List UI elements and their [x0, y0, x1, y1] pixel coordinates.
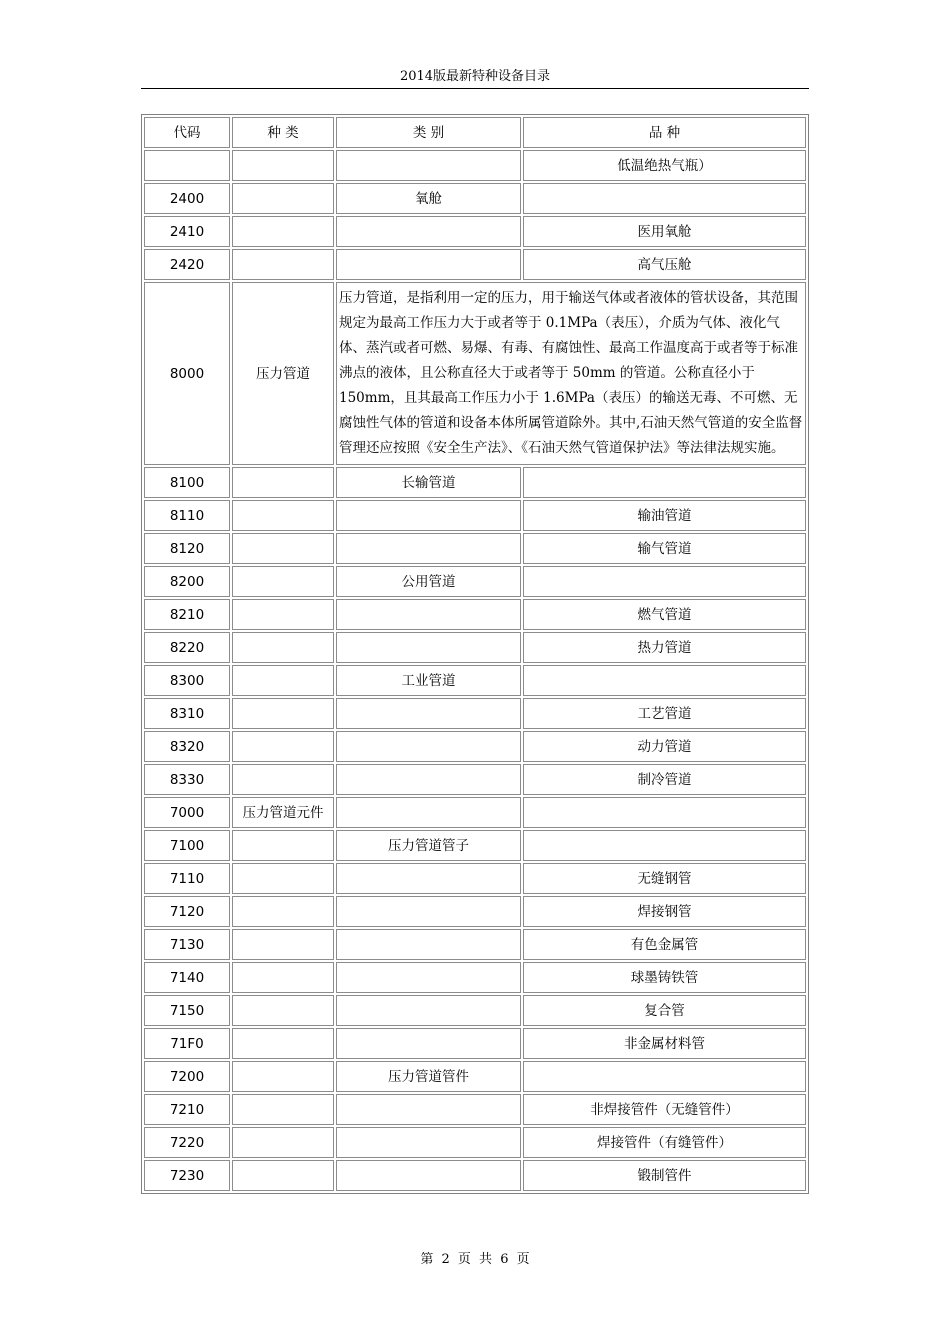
cell-variety: 热力管道	[523, 632, 806, 663]
table-row	[144, 183, 806, 214]
cell-kind	[232, 1160, 334, 1191]
table-row	[144, 599, 806, 630]
cell-code: 7000	[144, 797, 230, 828]
cell-description: 压力管道，是指利用一定的压力，用于输送气体或者液体的管状设备，其范围规定为最高工作压力大于或者等于 0.1MPa（表压），介质为气体、液化气体、蒸汽或者可燃、易爆、有毒、有腐蚀性、最高工作温度高于或者等于标准沸点的液体，且公称直径大于或者等于 50mm 的管道。公称直径小于 150mm，且其最高工作压力小于 1.6MPa（表压）的输送无毒、不可燃、无腐蚀性气体的管道和设备本体所属管道除外。其中,石油天然气管道的安全监督管理还应按照《安全生产法》、《石油天然气管道保护法》等法律法规实施。	[336, 282, 806, 465]
cell-kind	[232, 566, 334, 597]
cell-variety: 输油管道	[523, 500, 806, 531]
cell-kind	[232, 632, 334, 663]
table-row	[144, 764, 806, 795]
cell-kind	[232, 1028, 334, 1059]
cell-category	[336, 731, 521, 762]
cell-code: 7140	[144, 962, 230, 993]
cell-code: 8100	[144, 467, 230, 498]
table-row	[144, 995, 806, 1026]
cell-code	[144, 150, 230, 181]
cell-kind: 压力管道	[232, 282, 334, 465]
cell-category	[336, 632, 521, 663]
table-row	[144, 1094, 806, 1125]
table-row	[144, 665, 806, 696]
cell-variety: 燃气管道	[523, 599, 806, 630]
cell-category	[336, 1127, 521, 1158]
column-header-kind: 种 类	[232, 117, 334, 148]
table-row	[144, 896, 806, 927]
cell-variety: 动力管道	[523, 731, 806, 762]
cell-code: 8110	[144, 500, 230, 531]
cell-variety: 锻制管件	[523, 1160, 806, 1191]
cell-variety	[523, 566, 806, 597]
cell-kind	[232, 863, 334, 894]
cell-code: 7220	[144, 1127, 230, 1158]
table-row	[144, 1160, 806, 1191]
cell-code: 2400	[144, 183, 230, 214]
cell-variety: 制冷管道	[523, 764, 806, 795]
table-row	[144, 282, 806, 465]
cell-kind	[232, 962, 334, 993]
cell-variety: 非金属材料管	[523, 1028, 806, 1059]
cell-kind	[232, 216, 334, 247]
cell-kind	[232, 698, 334, 729]
table-row	[144, 731, 806, 762]
cell-kind	[232, 150, 334, 181]
cell-code: 7230	[144, 1160, 230, 1191]
cell-kind	[232, 764, 334, 795]
cell-category: 压力管道管子	[336, 830, 521, 861]
table-row	[144, 698, 806, 729]
cell-kind	[232, 995, 334, 1026]
cell-kind	[232, 599, 334, 630]
cell-category	[336, 1028, 521, 1059]
table-row	[144, 632, 806, 663]
cell-category	[336, 797, 521, 828]
cell-variety: 焊接管件（有缝管件）	[523, 1127, 806, 1158]
cell-code: 7130	[144, 929, 230, 960]
cell-kind	[232, 929, 334, 960]
table-row	[144, 1028, 806, 1059]
table-body	[144, 117, 806, 1191]
table-row	[144, 962, 806, 993]
cell-code: 8200	[144, 566, 230, 597]
cell-category	[336, 896, 521, 927]
cell-category	[336, 962, 521, 993]
cell-code: 8220	[144, 632, 230, 663]
cell-variety	[523, 1061, 806, 1092]
table-header-row	[144, 117, 806, 148]
cell-code: 7150	[144, 995, 230, 1026]
cell-category	[336, 216, 521, 247]
cell-kind	[232, 1094, 334, 1125]
cell-code: 8210	[144, 599, 230, 630]
cell-kind	[232, 500, 334, 531]
cell-code: 8330	[144, 764, 230, 795]
cell-variety: 复合管	[523, 995, 806, 1026]
cell-kind	[232, 533, 334, 564]
cell-variety: 非焊接管件（无缝管件）	[523, 1094, 806, 1125]
cell-category	[336, 995, 521, 1026]
cell-kind	[232, 183, 334, 214]
cell-category	[336, 929, 521, 960]
column-header-category: 类 别	[336, 117, 521, 148]
cell-kind	[232, 467, 334, 498]
table-row	[144, 500, 806, 531]
cell-code: 7100	[144, 830, 230, 861]
cell-category	[336, 599, 521, 630]
cell-category	[336, 150, 521, 181]
table-row	[144, 533, 806, 564]
cell-code: 8320	[144, 731, 230, 762]
cell-kind	[232, 896, 334, 927]
cell-variety: 无缝钢管	[523, 863, 806, 894]
cell-variety: 输气管道	[523, 533, 806, 564]
cell-code: 71F0	[144, 1028, 230, 1059]
cell-code: 7210	[144, 1094, 230, 1125]
cell-kind	[232, 1127, 334, 1158]
cell-variety: 有色金属管	[523, 929, 806, 960]
cell-variety: 医用氧舱	[523, 216, 806, 247]
table-row	[144, 566, 806, 597]
table-row	[144, 249, 806, 280]
cell-variety	[523, 665, 806, 696]
cell-variety	[523, 830, 806, 861]
cell-code: 2420	[144, 249, 230, 280]
cell-category	[336, 1094, 521, 1125]
cell-code: 8310	[144, 698, 230, 729]
cell-variety	[523, 797, 806, 828]
column-header-code: 代码	[144, 117, 230, 148]
header-divider	[141, 88, 809, 89]
cell-category	[336, 249, 521, 280]
table-row	[144, 863, 806, 894]
table-row	[144, 467, 806, 498]
cell-code: 8300	[144, 665, 230, 696]
table-row	[144, 929, 806, 960]
cell-code: 8000	[144, 282, 230, 465]
cell-kind	[232, 830, 334, 861]
table-row	[144, 1127, 806, 1158]
cell-code: 7120	[144, 896, 230, 927]
cell-category	[336, 698, 521, 729]
table-row	[144, 797, 806, 828]
table-row	[144, 830, 806, 861]
cell-category: 公用管道	[336, 566, 521, 597]
cell-kind: 压力管道元件	[232, 797, 334, 828]
cell-category	[336, 764, 521, 795]
equipment-catalog-table-container	[141, 114, 809, 1194]
page-footer-number: 第 2 页 共 6 页	[420, 1252, 530, 1267]
cell-variety: 球墨铸铁管	[523, 962, 806, 993]
cell-category	[336, 863, 521, 894]
cell-variety: 工艺管道	[523, 698, 806, 729]
cell-code: 7200	[144, 1061, 230, 1092]
cell-code: 2410	[144, 216, 230, 247]
table-row	[144, 1061, 806, 1092]
column-header-variety: 品 种	[523, 117, 806, 148]
cell-code: 8120	[144, 533, 230, 564]
cell-kind	[232, 665, 334, 696]
cell-category: 氧舱	[336, 183, 521, 214]
cell-variety: 高气压舱	[523, 249, 806, 280]
cell-category	[336, 533, 521, 564]
cell-category: 长输管道	[336, 467, 521, 498]
cell-variety	[523, 183, 806, 214]
cell-kind	[232, 249, 334, 280]
cell-variety	[523, 467, 806, 498]
cell-category: 工业管道	[336, 665, 521, 696]
equipment-catalog-table	[141, 114, 809, 1194]
cell-kind	[232, 731, 334, 762]
cell-category	[336, 500, 521, 531]
cell-kind	[232, 1061, 334, 1092]
table-row	[144, 150, 806, 181]
page-header-title: 2014版最新特种设备目录	[399, 69, 551, 84]
cell-variety: 焊接钢管	[523, 896, 806, 927]
cell-variety: 低温绝热气瓶）	[523, 150, 806, 181]
cell-category: 压力管道管件	[336, 1061, 521, 1092]
table-row	[144, 216, 806, 247]
cell-category	[336, 1160, 521, 1191]
cell-code: 7110	[144, 863, 230, 894]
